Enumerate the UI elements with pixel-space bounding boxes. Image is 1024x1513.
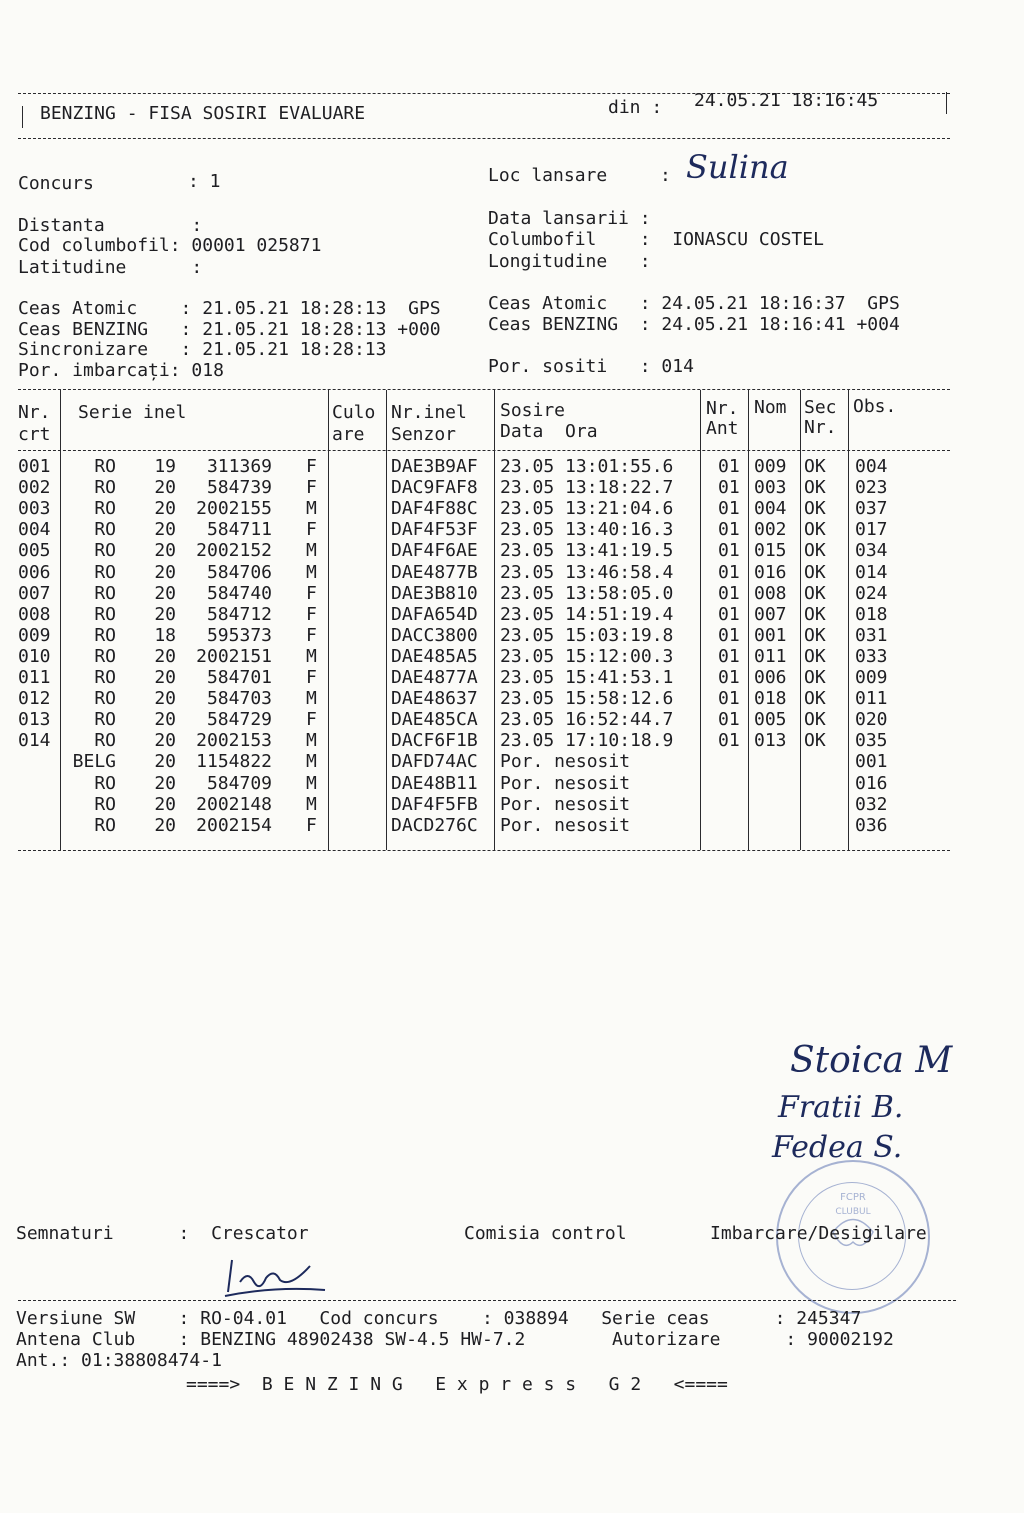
cell-sex: M bbox=[306, 772, 317, 794]
loc-lansare-handwritten: Sulina bbox=[686, 148, 789, 186]
cell-sex: M bbox=[306, 730, 317, 752]
header-right-bar bbox=[946, 92, 947, 114]
cod-columbofil-row: Cod columbofil: 00001 025871 bbox=[18, 235, 322, 256]
cell-senzor: DAF4F53F bbox=[391, 519, 478, 541]
cell-year: 20 bbox=[154, 688, 176, 710]
cell-ring: 595373 bbox=[206, 624, 272, 646]
cell-nr: 008 bbox=[18, 603, 51, 625]
cell-sosire: Por. nesosit bbox=[500, 751, 631, 773]
cell-sec: OK bbox=[804, 603, 826, 625]
hdr-nr: Nr. bbox=[18, 402, 51, 423]
cell-nr: 002 bbox=[18, 477, 51, 499]
cell-senzor: DAF4F6AE bbox=[391, 540, 478, 562]
cell-country: RO bbox=[94, 540, 116, 562]
sincronizare-row: Sincronizare : 21.05.21 18:28:13 bbox=[18, 339, 387, 360]
din-value: 24.05.21 18:16:45 bbox=[694, 90, 879, 111]
cell-obs: 023 bbox=[855, 477, 888, 499]
cell-sec: OK bbox=[804, 709, 826, 731]
cell-ant: 01 bbox=[718, 561, 740, 583]
din-label: din : bbox=[608, 97, 663, 118]
cell-sex: F bbox=[306, 456, 317, 477]
cell-ant: 01 bbox=[718, 688, 740, 710]
footer-antena: Antena Club : BENZING 48902438 SW-4.5 HW-7.2 Autorizare : 90002192 bbox=[16, 1329, 894, 1350]
footer-top-line bbox=[18, 1300, 956, 1301]
cell-nom: 005 bbox=[754, 709, 787, 731]
cell-nr: 010 bbox=[18, 645, 51, 667]
cell-ring: 2002153 bbox=[196, 730, 272, 752]
cell-obs: 034 bbox=[855, 540, 888, 562]
cell-senzor: DAFA654D bbox=[391, 603, 478, 625]
cell-sec: OK bbox=[804, 624, 826, 646]
svg-text:FCPR: FCPR bbox=[840, 1192, 866, 1203]
table-top-line bbox=[18, 389, 950, 390]
cell-ant: 01 bbox=[718, 645, 740, 667]
cell-ring: 584712 bbox=[206, 603, 272, 625]
cell-country: RO bbox=[94, 814, 116, 836]
cell-sosire: 23.05 14:51:19.4 bbox=[500, 603, 674, 625]
cell-sosire: 23.05 13:58:05.0 bbox=[500, 582, 674, 604]
cell-nr: 009 bbox=[18, 624, 51, 646]
cell-ring: 2002148 bbox=[196, 793, 272, 815]
cell-sec: OK bbox=[804, 519, 826, 541]
cell-nom: 001 bbox=[754, 624, 787, 646]
col-divider-1 bbox=[60, 390, 61, 850]
cell-ring: 584711 bbox=[206, 519, 272, 541]
cell-sosire: 23.05 17:10:18.9 bbox=[500, 730, 674, 752]
cell-senzor: DAFD74AC bbox=[391, 751, 478, 773]
cell-year: 19 bbox=[154, 456, 176, 477]
concurs-label: Concurs bbox=[18, 173, 94, 194]
hdr-nr-ant-2: Ant bbox=[706, 418, 739, 439]
cell-country: RO bbox=[94, 624, 116, 646]
hdr-nom: Nom bbox=[754, 397, 787, 418]
columbofil-row: Columbofil : IONASCU COSTEL bbox=[488, 229, 824, 250]
cell-nom: 007 bbox=[754, 603, 787, 625]
cell-ring: 584729 bbox=[206, 709, 272, 731]
cell-year: 20 bbox=[154, 540, 176, 562]
cell-senzor: DAE485CA bbox=[391, 709, 478, 731]
cell-senzor: DAE4877A bbox=[391, 667, 478, 688]
cell-senzor: DAE4877B bbox=[391, 561, 478, 583]
cell-nr: 006 bbox=[18, 561, 51, 583]
cell-nr: 012 bbox=[18, 688, 51, 710]
col-divider-4 bbox=[494, 390, 495, 850]
cell-ring: 584740 bbox=[206, 582, 272, 604]
cell-ant: 01 bbox=[718, 624, 740, 646]
cell-sosire: 23.05 13:18:22.7 bbox=[500, 477, 674, 499]
footer-banner: ====> B E N Z I N G E x p r e s s G 2 <==== bbox=[186, 1374, 728, 1395]
cell-nom: 016 bbox=[754, 561, 787, 583]
cell-year: 20 bbox=[154, 519, 176, 541]
cell-obs: 001 bbox=[855, 751, 888, 773]
cell-nom: 006 bbox=[754, 667, 787, 688]
cell-sex: F bbox=[306, 582, 317, 604]
cell-sosire: Por. nesosit bbox=[500, 772, 631, 794]
cell-senzor: DAE485A5 bbox=[391, 645, 478, 667]
cell-nr: 011 bbox=[18, 667, 51, 688]
cell-sosire: 23.05 15:58:12.6 bbox=[500, 688, 674, 710]
semnaturi-crescator: Semnaturi : Crescator bbox=[16, 1223, 309, 1244]
cell-sex: M bbox=[306, 688, 317, 710]
col-divider-6 bbox=[748, 390, 749, 850]
cell-country: BELG bbox=[72, 751, 116, 773]
comisia-control: Comisia control bbox=[464, 1223, 627, 1244]
cell-country: RO bbox=[94, 456, 116, 477]
cell-ring: 1154822 bbox=[196, 751, 272, 773]
cell-year: 20 bbox=[154, 751, 176, 773]
cell-country: RO bbox=[94, 603, 116, 625]
cell-ring: 584706 bbox=[206, 561, 272, 583]
cell-nom: 011 bbox=[754, 645, 787, 667]
cell-ant: 01 bbox=[718, 519, 740, 541]
cell-year: 20 bbox=[154, 793, 176, 815]
imbarcare-desigilare: Imbarcare/Desigilare bbox=[710, 1223, 927, 1244]
cell-ring: 2002155 bbox=[196, 498, 272, 520]
cell-obs: 036 bbox=[855, 814, 888, 836]
cell-obs: 020 bbox=[855, 709, 888, 731]
cell-senzor: DAE48637 bbox=[391, 688, 478, 710]
cell-senzor: DAE48B11 bbox=[391, 772, 478, 794]
cell-country: RO bbox=[94, 645, 116, 667]
cell-nom: 002 bbox=[754, 519, 787, 541]
cell-sec: OK bbox=[804, 477, 826, 499]
cell-country: RO bbox=[94, 730, 116, 752]
cell-sec: OK bbox=[804, 582, 826, 604]
cell-ant: 01 bbox=[718, 540, 740, 562]
longitudine-row: Longitudine : bbox=[488, 251, 651, 272]
cell-sec: OK bbox=[804, 540, 826, 562]
cell-sosire: 23.05 15:41:53.1 bbox=[500, 667, 674, 688]
cell-obs: 018 bbox=[855, 603, 888, 625]
cell-ring: 311369 bbox=[206, 456, 272, 477]
cell-country: RO bbox=[94, 477, 116, 499]
cell-nom: 018 bbox=[754, 688, 787, 710]
cell-year: 20 bbox=[154, 814, 176, 836]
cell-country: RO bbox=[94, 772, 116, 794]
page-title: BENZING - FISA SOSIRI EVALUARE bbox=[40, 103, 366, 124]
cell-sosire: 23.05 13:01:55.6 bbox=[500, 456, 674, 477]
cell-ring: 584701 bbox=[206, 667, 272, 688]
cell-sec: OK bbox=[804, 688, 826, 710]
header-bottom-line bbox=[18, 138, 950, 139]
cell-ant: 01 bbox=[718, 477, 740, 499]
hdr-culo: Culo bbox=[332, 402, 376, 423]
cell-year: 20 bbox=[154, 709, 176, 731]
cell-country: RO bbox=[94, 667, 116, 688]
cell-country: RO bbox=[94, 793, 116, 815]
footer-ant: Ant.: 01:38808474-1 bbox=[16, 1350, 222, 1371]
cell-senzor: DACC3800 bbox=[391, 624, 478, 646]
cell-sosire: 23.05 13:41:19.5 bbox=[500, 540, 674, 562]
col-divider-2 bbox=[328, 390, 329, 850]
cell-sec: OK bbox=[804, 498, 826, 520]
cell-sex: M bbox=[306, 498, 317, 520]
cell-country: RO bbox=[94, 561, 116, 583]
cell-obs: 017 bbox=[855, 519, 888, 541]
hdr-nr-ant-1: Nr. bbox=[706, 398, 739, 419]
concurs-value: : 1 bbox=[188, 171, 221, 192]
cell-senzor: DAC9FAF8 bbox=[391, 477, 478, 499]
cell-sex: F bbox=[306, 477, 317, 499]
svg-text:CLUBUL: CLUBUL bbox=[835, 1207, 871, 1217]
cell-sosire: 23.05 16:52:44.7 bbox=[500, 709, 674, 731]
cell-ant: 01 bbox=[718, 498, 740, 520]
cell-nom: 008 bbox=[754, 582, 787, 604]
cell-sec: OK bbox=[804, 645, 826, 667]
cell-sex: F bbox=[306, 519, 317, 541]
cell-nom: 015 bbox=[754, 540, 787, 562]
cell-year: 20 bbox=[154, 730, 176, 752]
cell-ant: 01 bbox=[718, 603, 740, 625]
col-divider-3 bbox=[386, 390, 387, 850]
cell-sex: M bbox=[306, 540, 317, 562]
cell-ant: 01 bbox=[718, 709, 740, 731]
cell-nr: 004 bbox=[18, 519, 51, 541]
cell-sec: OK bbox=[804, 456, 826, 477]
cell-nr: 003 bbox=[18, 498, 51, 520]
cell-obs: 031 bbox=[855, 624, 888, 646]
cell-senzor: DAF4F5FB bbox=[391, 793, 478, 815]
col-divider-8 bbox=[848, 390, 849, 850]
cell-obs: 024 bbox=[855, 582, 888, 604]
data-lansarii-row: Data lansarii : bbox=[488, 208, 651, 229]
cell-obs: 035 bbox=[855, 730, 888, 752]
cell-country: RO bbox=[94, 498, 116, 520]
hdr-obs: Obs. bbox=[853, 396, 897, 417]
cell-obs: 037 bbox=[855, 498, 888, 520]
cell-sex: F bbox=[306, 624, 317, 646]
ceas-atomic-right: Ceas Atomic : 24.05.21 18:16:37 GPS bbox=[488, 293, 900, 314]
cell-country: RO bbox=[94, 519, 116, 541]
cell-obs: 009 bbox=[855, 667, 888, 688]
cell-ring: 2002152 bbox=[196, 540, 272, 562]
hdr-data-ora: Data Ora bbox=[500, 421, 598, 442]
cell-nr: 007 bbox=[18, 582, 51, 604]
cell-sosire: 23.05 15:12:00.3 bbox=[500, 645, 674, 667]
cell-senzor: DACF6F1B bbox=[391, 730, 478, 752]
cell-sex: F bbox=[306, 709, 317, 731]
cell-nr: 014 bbox=[18, 730, 51, 752]
cell-nom: 009 bbox=[754, 456, 787, 477]
cell-obs: 033 bbox=[855, 645, 888, 667]
cell-sex: F bbox=[306, 667, 317, 688]
cell-year: 20 bbox=[154, 645, 176, 667]
hdr-sec-1: Sec bbox=[804, 397, 837, 418]
loc-lansare-label: Loc lansare bbox=[488, 165, 608, 186]
table-header-line bbox=[18, 450, 950, 451]
cell-ant: 01 bbox=[718, 582, 740, 604]
cell-year: 20 bbox=[154, 667, 176, 688]
cell-year: 20 bbox=[154, 772, 176, 794]
cell-year: 20 bbox=[154, 498, 176, 520]
cell-senzor: DAF4F88C bbox=[391, 498, 478, 520]
por-imbarcati-row: Por. imbarcați: 018 bbox=[18, 360, 224, 381]
cell-obs: 011 bbox=[855, 688, 888, 710]
cell-year: 20 bbox=[154, 582, 176, 604]
cell-ring: 2002154 bbox=[196, 814, 272, 836]
cell-ant: 01 bbox=[718, 730, 740, 752]
cell-nr: 001 bbox=[18, 456, 51, 477]
cell-sec: OK bbox=[804, 561, 826, 583]
cell-sex: F bbox=[306, 603, 317, 625]
hdr-are: are bbox=[332, 424, 365, 445]
ceas-atomic-left: Ceas Atomic : 21.05.21 18:28:13 GPS bbox=[18, 298, 441, 319]
cell-sex: M bbox=[306, 751, 317, 773]
cell-sex: M bbox=[306, 793, 317, 815]
cell-sex: F bbox=[306, 814, 317, 836]
cell-sosire: Por. nesosit bbox=[500, 793, 631, 815]
header-left-bar bbox=[22, 106, 23, 128]
hdr-senzor: Senzor bbox=[391, 424, 457, 445]
cell-sosire: 23.05 13:21:04.6 bbox=[500, 498, 674, 520]
cell-sex: M bbox=[306, 561, 317, 583]
table-bottom-line bbox=[18, 850, 950, 851]
cell-sec: OK bbox=[804, 730, 826, 752]
por-sositi-row: Por. sositi : 014 bbox=[488, 356, 694, 377]
cell-year: 20 bbox=[154, 561, 176, 583]
cell-year: 20 bbox=[154, 477, 176, 499]
cell-country: RO bbox=[94, 582, 116, 604]
hdr-sec-2: Nr. bbox=[804, 417, 837, 438]
cell-sosire: 23.05 15:03:19.8 bbox=[500, 624, 674, 646]
cell-nom: 004 bbox=[754, 498, 787, 520]
cell-ant: 01 bbox=[718, 667, 740, 688]
signature-stoica: Stoica M bbox=[790, 1040, 953, 1081]
cell-sex: M bbox=[306, 645, 317, 667]
cell-ring: 2002151 bbox=[196, 645, 272, 667]
cell-country: RO bbox=[94, 709, 116, 731]
cell-country: RO bbox=[94, 688, 116, 710]
cell-sosire: Por. nesosit bbox=[500, 814, 631, 836]
loc-colon: : bbox=[660, 165, 671, 186]
cell-nr: 005 bbox=[18, 540, 51, 562]
cell-year: 18 bbox=[154, 624, 176, 646]
cell-obs: 032 bbox=[855, 793, 888, 815]
cell-senzor: DAE3B810 bbox=[391, 582, 478, 604]
cell-ant: 01 bbox=[718, 456, 740, 477]
cell-ring: 584709 bbox=[206, 772, 272, 794]
cell-year: 20 bbox=[154, 603, 176, 625]
col-divider-5 bbox=[700, 390, 701, 850]
cell-sec: OK bbox=[804, 667, 826, 688]
latitudine-row: Latitudine : bbox=[18, 257, 203, 278]
cell-obs: 004 bbox=[855, 456, 888, 477]
signature-fedea: Fedea S. bbox=[772, 1130, 903, 1165]
crescator-signature-icon bbox=[220, 1252, 330, 1302]
footer-versiune: Versiune SW : RO-04.01 Cod concurs : 038894 Serie ceas : 245347 bbox=[16, 1308, 862, 1329]
cell-senzor: DACD276C bbox=[391, 814, 478, 836]
hdr-sosire: Sosire bbox=[500, 400, 566, 421]
distanta-row: Distanta : bbox=[18, 215, 203, 236]
cell-obs: 014 bbox=[855, 561, 888, 583]
cell-sosire: 23.05 13:40:16.3 bbox=[500, 519, 674, 541]
cell-senzor: DAE3B9AF bbox=[391, 456, 478, 477]
col-divider-7 bbox=[800, 390, 801, 850]
hdr-crt: crt bbox=[18, 424, 51, 445]
cell-ring: 584703 bbox=[206, 688, 272, 710]
ceas-benzing-right: Ceas BENZING : 24.05.21 18:16:41 +004 bbox=[488, 314, 900, 335]
cell-nom: 013 bbox=[754, 730, 787, 752]
cell-nom: 003 bbox=[754, 477, 787, 499]
ceas-benzing-left: Ceas BENZING : 21.05.21 18:28:13 +000 bbox=[18, 319, 441, 340]
signature-fratii: Fratii B. bbox=[778, 1090, 904, 1125]
cell-ring: 584739 bbox=[206, 477, 272, 499]
cell-nr: 013 bbox=[18, 709, 51, 731]
hdr-serie-inel: Serie inel bbox=[78, 402, 187, 423]
cell-sosire: 23.05 13:46:58.4 bbox=[500, 561, 674, 583]
hdr-nr-inel: Nr.inel bbox=[391, 402, 467, 423]
cell-obs: 016 bbox=[855, 772, 888, 794]
